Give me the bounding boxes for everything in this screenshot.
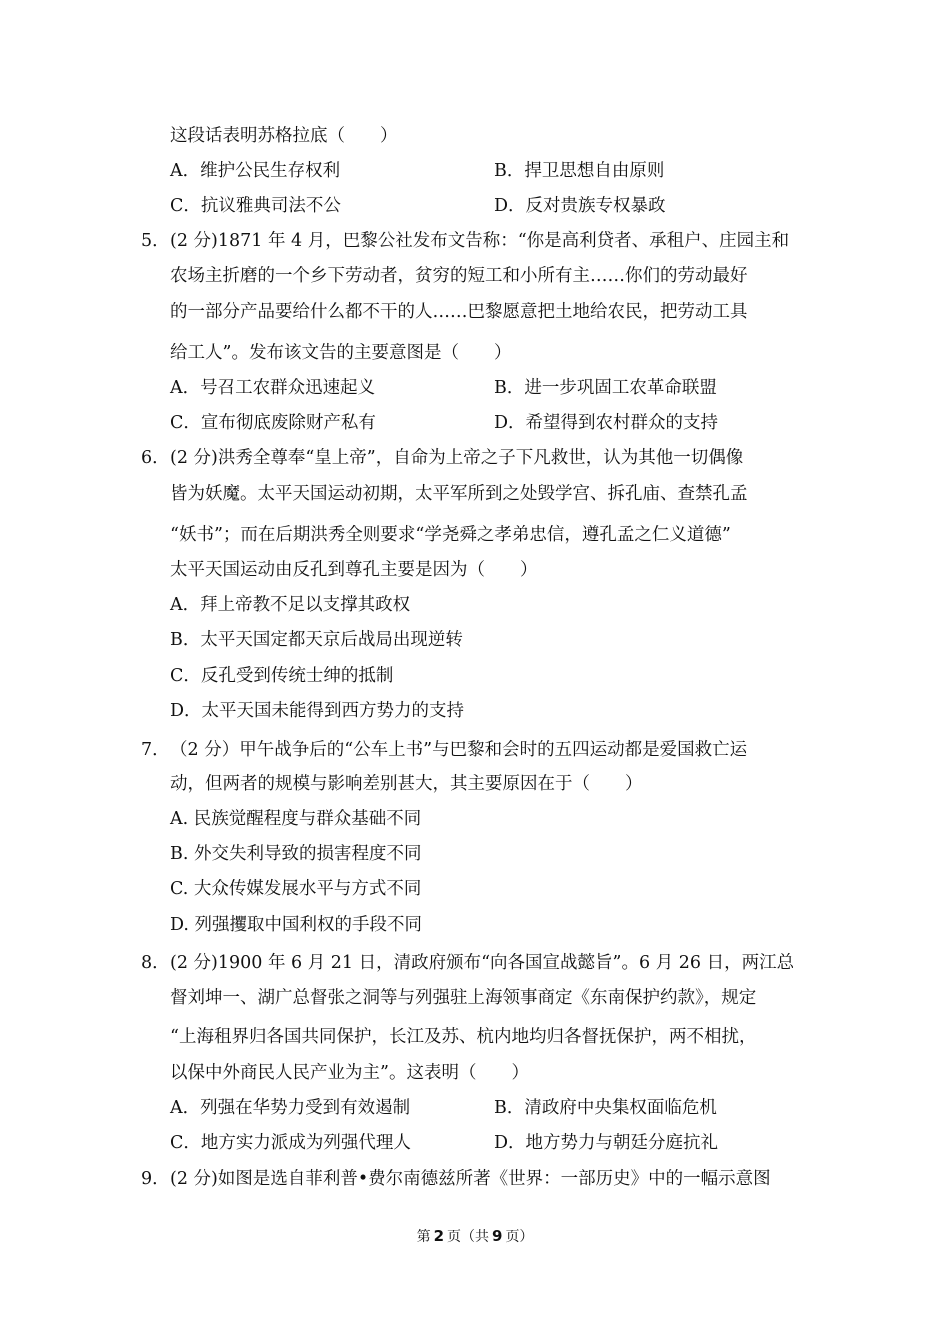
q5-number: 5． <box>141 231 170 251</box>
q6-option-b: B．太平天国定都天京后战局出现逆转 <box>170 630 463 650</box>
q8-option-d: D．地方势力与朝廷分庭抗礼 <box>494 1133 719 1153</box>
current-page-number: 2 <box>433 1227 444 1245</box>
q5-option-a: A．号召工农群众迅速起义 <box>170 378 376 398</box>
page-footer: 第 2 页（共 9 页） <box>416 1227 534 1245</box>
q4-option-d: D．反对贵族专权暴政 <box>494 196 666 216</box>
q4-option-b: B．捍卫思想自由原则 <box>494 161 665 181</box>
q5-option-c: C．宣布彻底废除财产私有 <box>170 413 376 433</box>
q7-number: 7． <box>141 740 170 760</box>
q4-option-a: A．维护公民生存权利 <box>170 161 341 181</box>
total-page-number: 9 <box>492 1227 503 1245</box>
q4-option-c: C．抗议雅典司法不公 <box>170 196 341 216</box>
q6-number: 6． <box>141 448 170 468</box>
q5-option-d: D．希望得到农村群众的支持 <box>494 413 719 433</box>
q8-option-a: A．列强在华势力受到有效遏制 <box>170 1098 411 1118</box>
q8-number: 8． <box>141 953 170 973</box>
q6-option-c: C．反孔受到传统士绅的抵制 <box>170 666 394 686</box>
q7-option-c: C. 大众传媒发展水平与方式不同 <box>170 879 422 899</box>
q8-option-c: C．地方实力派成为列强代理人 <box>170 1133 411 1153</box>
q6-option-a: A．拜上帝教不足以支撑其政权 <box>170 595 411 615</box>
q7-option-b: B. 外交失利导致的损害程度不同 <box>170 844 422 864</box>
q8-option-b: B．清政府中央集权面临危机 <box>494 1098 717 1118</box>
q9-number: 9． <box>141 1169 170 1189</box>
q6-option-d: D．太平天国未能得到西方势力的支持 <box>170 701 465 721</box>
q7-option-a: A. 民族觉醒程度与群众基础不同 <box>170 809 422 829</box>
q7-option-d: D. 列强攫取中国利权的手段不同 <box>170 915 423 935</box>
q5-option-b: B．进一步巩固工农革命联盟 <box>494 378 717 398</box>
